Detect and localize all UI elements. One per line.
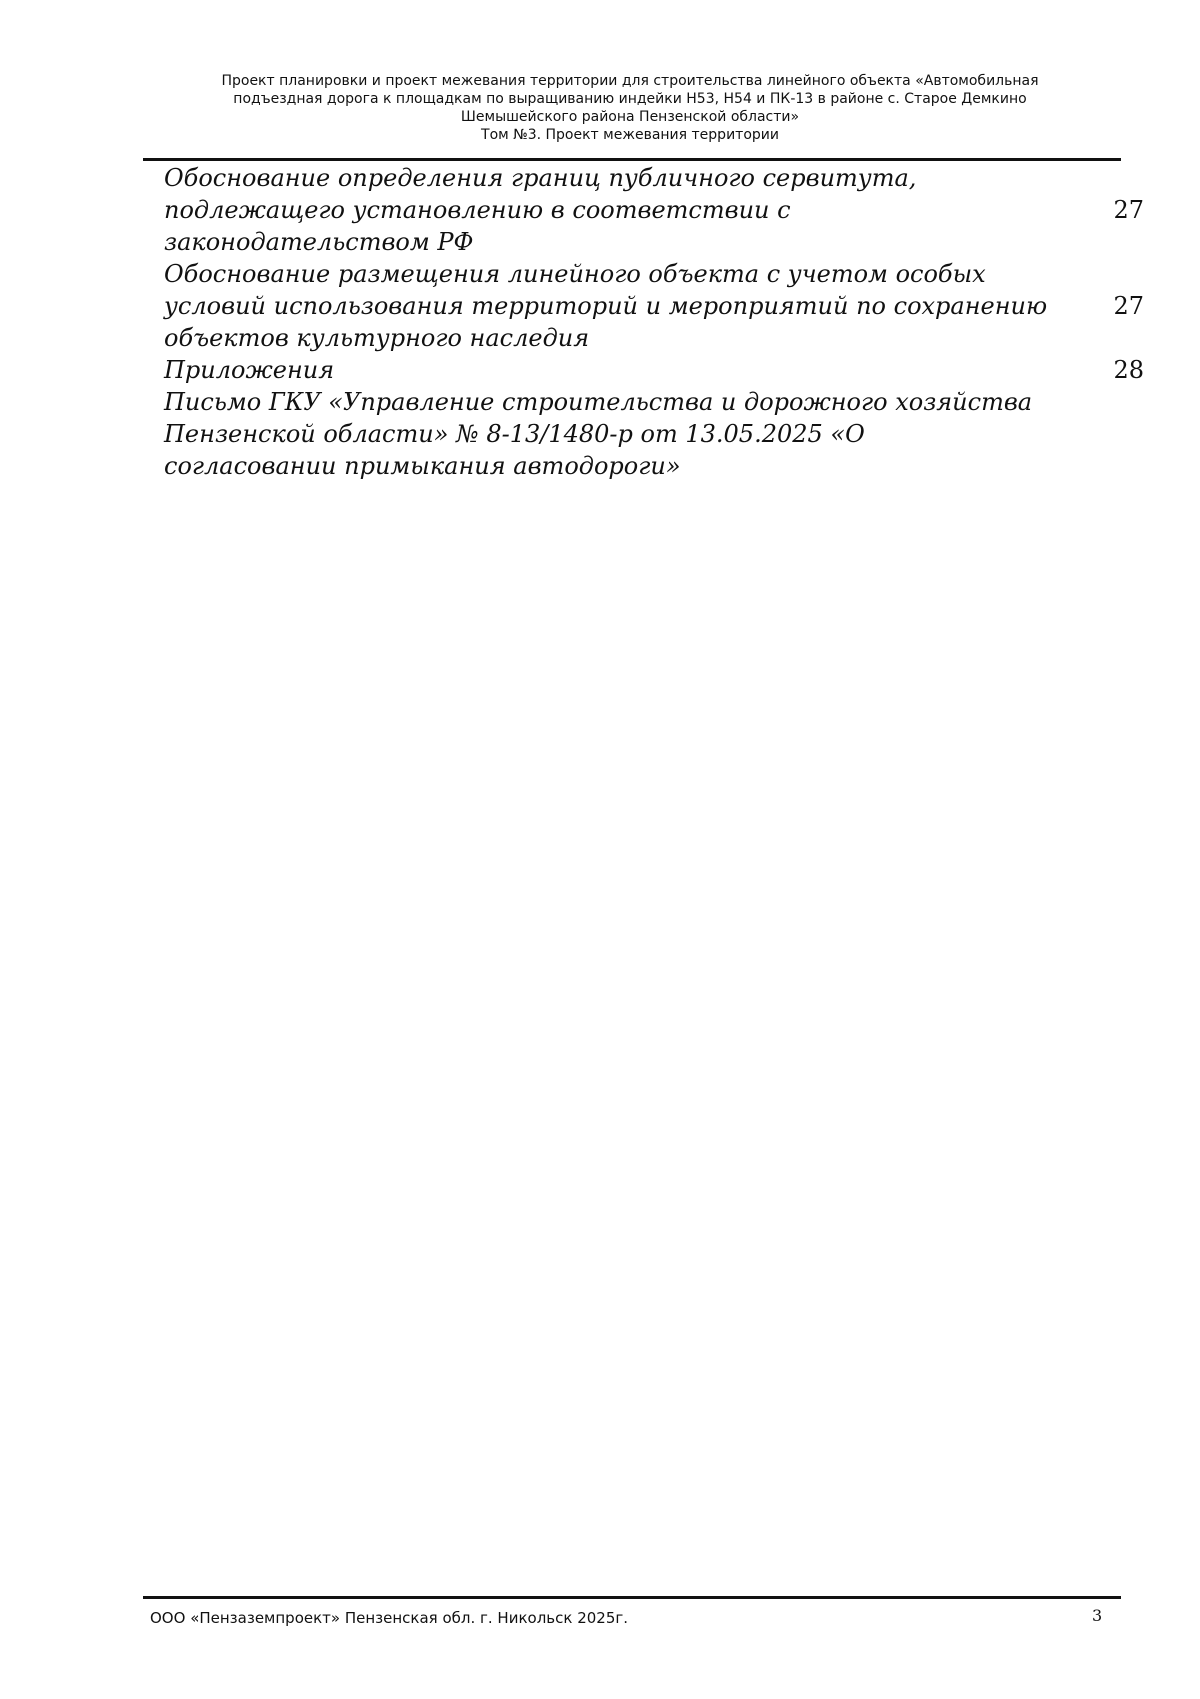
- toc-entry-text: Пензенской области» № 8-13/1480-р от 13.05.2025 «О: [164, 420, 865, 448]
- header-line: Шемышейского района Пензенской области»: [460, 109, 800, 125]
- toc-entry-text: подлежащего установлению в соответствии с: [164, 196, 791, 224]
- header-line: подъездная дорога к площадкам по выращиванию индейки Н53, Н54 и ПК-13 в районе с. Старое Демкино: [233, 91, 1027, 107]
- toc-page-number: 27: [1113, 196, 1144, 224]
- toc-entry[interactable]: [164, 386, 1144, 482]
- header-line: Проект планировки и проект межевания территории для строительства линейного объекта «Автомобильная: [221, 73, 1039, 89]
- page-header: [140, 72, 1120, 144]
- toc-entry[interactable]: [164, 258, 1144, 354]
- toc-entry-text: условий использования территорий и мероприятий по сохранению: [164, 292, 1048, 320]
- toc-entry[interactable]: [164, 354, 1144, 386]
- toc-page-number: 28: [1113, 356, 1144, 384]
- footer-page-number: 3: [1092, 1606, 1103, 1625]
- toc-entry-text: Письмо ГКУ «Управление строительства и дорожного хозяйства: [164, 388, 1033, 416]
- toc-entry-text: Обоснование размещения линейного объекта с учетом особых: [164, 260, 986, 288]
- toc-entry-text: объектов культурного наследия: [164, 324, 590, 352]
- toc-entry-text: согласовании примыкания автодороги»: [164, 452, 681, 480]
- toc-entry-text: Приложения: [164, 356, 335, 384]
- header-divider: [143, 158, 1121, 161]
- footer-organization: ООО «Пензаземпроект» Пензенская обл. г. Никольск 2025г.: [150, 1609, 629, 1627]
- toc-entry-text: законодательством РФ: [164, 228, 474, 256]
- footer-divider: [143, 1596, 1121, 1599]
- toc-entry-text: Обоснование определения границ публичного сервитута,: [164, 164, 917, 192]
- table-of-contents: [164, 162, 1144, 482]
- header-volume-line: Том №3. Проект межевания территории: [481, 127, 779, 143]
- toc-page-number: 27: [1113, 292, 1144, 320]
- toc-entry[interactable]: [164, 162, 1144, 258]
